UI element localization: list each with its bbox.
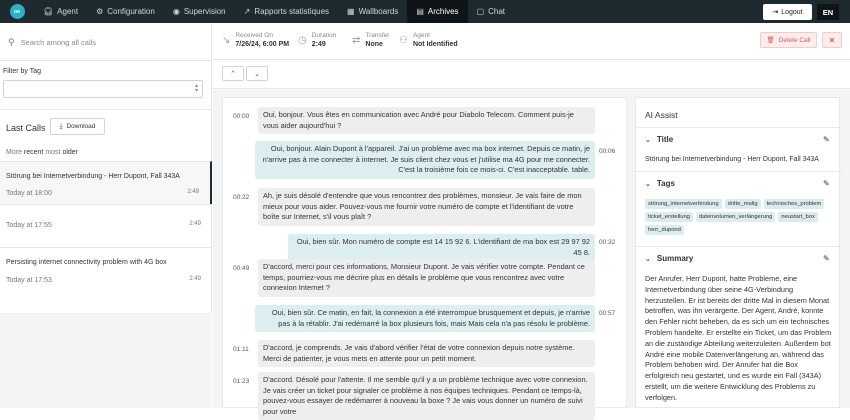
sidebar-empty-area — [0, 313, 212, 408]
trash-icon: 🗑︎ — [766, 37, 775, 44]
chevron-up-icon: ⌃ — [230, 70, 236, 78]
agent-message: Oui, bonjour. Vous êtes en communication avec André pour Diabolo Telecom. Comment puis-je vous aider aujourd'hui ? — [258, 107, 595, 134]
duration — [298, 32, 336, 50]
nav-chat[interactable] — [468, 0, 514, 23]
edit-icon[interactable]: ✎ — [823, 254, 830, 263]
tag-chip: ticket_erstellung — [645, 212, 693, 222]
next-button[interactable] — [246, 66, 268, 81]
eye-icon: ◉ — [172, 7, 180, 16]
nav-rapports[interactable] — [235, 0, 338, 23]
caller-message: Oui, bien sûr. Ce matin, en fait, la connexion a été interrompue brusquement et depuis, je n'arrive pas à la rétablir. J'ai redémarré la box plusieurs fois, mais Mais cela n'a pas résolu le problème. — [255, 305, 595, 332]
message-timestamp: 00:49 — [233, 265, 250, 272]
section-tags-toggle[interactable] — [645, 179, 675, 188]
divider — [0, 109, 212, 110]
logout-label: Logout — [781, 8, 803, 16]
chevron-down-icon: ⌄ — [645, 136, 651, 144]
nav-label: Chat — [488, 7, 506, 16]
nav-label: Wallboards — [358, 7, 399, 16]
meta-value: 7/26/24, 6:00 PM — [235, 41, 290, 48]
chevron-down-icon: ⌄ — [254, 70, 260, 78]
sort-most[interactable]: most — [45, 149, 61, 156]
calls-sidebar — [0, 23, 212, 408]
divider — [636, 246, 841, 247]
nav-label: Configuration — [107, 7, 155, 16]
meta-value: 2:49 — [311, 41, 326, 48]
download-button[interactable] — [50, 118, 105, 135]
nav-wallboards[interactable] — [338, 0, 407, 23]
meta-label: Agent — [412, 32, 430, 39]
nav-supervision[interactable] — [164, 0, 235, 23]
message-timestamp: 00:00 — [233, 113, 250, 120]
previous-button[interactable] — [222, 66, 244, 81]
received-on — [222, 32, 289, 50]
chat-icon: ▢ — [476, 7, 485, 16]
tag-chip: störung_internetverbindung — [645, 199, 722, 209]
call-list-item[interactable] — [0, 161, 212, 204]
call-time: Today at 17:53 — [6, 277, 52, 284]
search-icon: ⚲ — [8, 36, 15, 47]
message-timestamp: 00:32 — [599, 239, 616, 246]
inbound-call-icon: ↘ — [222, 35, 231, 46]
caller-message: Oui, bien sûr. Mon numéro de compte est 14 15 92 6. L'identifiant de ma box est 29 97 92 45 8. — [288, 234, 595, 261]
download-label: Download — [66, 123, 96, 130]
clock-icon: ◷ — [298, 35, 307, 46]
section-summary-toggle[interactable] — [645, 254, 693, 263]
transcript-nav — [213, 61, 850, 89]
chevron-down-icon: ⌄ — [645, 255, 651, 263]
call-duration: 2:49 — [189, 276, 201, 282]
search-input[interactable] — [0, 31, 212, 53]
chevron-updown-icon: ▴ ▾ — [194, 83, 198, 94]
delete-label: Delete Call — [778, 36, 811, 44]
logo[interactable] — [0, 0, 34, 23]
nav-archives[interactable] — [407, 0, 467, 23]
section-heading: Title — [656, 135, 674, 144]
close-icon: ✕ — [828, 35, 836, 45]
divider — [636, 171, 841, 172]
delete-call-button[interactable] — [760, 32, 817, 48]
search-placeholder: Search among all calls — [20, 37, 97, 47]
call-list — [0, 161, 212, 299]
transfer-icon: ⇄ — [352, 35, 361, 46]
tag-chip: dritte_malig — [725, 199, 761, 209]
language-selector[interactable]: EN — [817, 4, 839, 20]
gear-icon: ⚙ — [96, 7, 104, 16]
meta-value: Not Identified — [412, 41, 458, 48]
agent-icon: ⚇ — [399, 35, 408, 46]
agent-message: D'accord, merci pour ces informations, Monsieur Dupont. Je vais vérifier votre compte. Pendant ce temps, pourriez-vous me décrire plus en détails le problème que vous rencontrez avec votre connexion Internet ? — [258, 259, 595, 297]
nav-agent[interactable] — [34, 0, 87, 23]
meta-label: Received On — [235, 32, 273, 39]
main-nav — [34, 0, 514, 23]
tag-filter-select[interactable] — [3, 80, 203, 98]
transcript-panel — [222, 97, 627, 416]
call-duration: 2:49 — [187, 189, 199, 195]
message-timestamp: 00:06 — [599, 148, 616, 155]
divider — [636, 127, 841, 128]
chevron-down-icon: ⌄ — [645, 180, 651, 188]
transfer — [352, 32, 389, 50]
message-timestamp: 01:23 — [233, 378, 250, 385]
edit-icon[interactable]: ✎ — [823, 179, 830, 188]
logo-mark: oo — [10, 4, 25, 19]
call-time: Today at 17:55 — [6, 222, 52, 229]
close-button[interactable] — [822, 32, 842, 48]
sort-older[interactable]: older — [62, 149, 79, 156]
chart-icon: ↗ — [243, 7, 251, 16]
caller-message: Oui, bonjour. Alain Dupont à l'appareil. J'ai un problème avec ma box internet. Depuis ce matin, je n'arrive pas à me connecter à internet. Je suis client chez vous et j'utilise ma 4G pour me connecter. C'est la troisième fois ce mois-ci. C'est inacceptable. table. — [255, 141, 595, 179]
archive-icon: ▤ — [416, 7, 424, 16]
section-heading: Summary — [656, 254, 694, 263]
summary-text: Der Anrufer, Herr Dupont, hatte Probleme, eine Internetverbindung über seine 4G-Verbindung herzustellen. Er ist bereits der dritte Mal in diesem Monat betroffen, was ihn verärgerte. Der Agent, André, konnte den Fehler nicht beheben, da es sich um ein technisches Problem handelte. Er erstellte ein Ticket, um das Problem an die zuständige Abteilung weiterzuleiten. Außerdem bot André eine mobile Datenverlängerung an, während das Problem behoben wird. Der Anrufer hat die Box erfolgreich neu gestartet, und es wurde ein Fall (343A) erstellt, um die weitere Entwicklung des Problems zu verfolgen. — [645, 274, 832, 402]
nav-configuration[interactable] — [87, 0, 164, 23]
section-title-toggle[interactable] — [645, 135, 673, 144]
message-timestamp: 00:22 — [233, 194, 250, 201]
call-duration: 2:49 — [189, 221, 201, 227]
sort-recent[interactable]: recent — [23, 149, 44, 156]
tag-chip: herr_dupond — [645, 225, 684, 235]
call-list-item[interactable] — [0, 204, 212, 247]
tag-list — [645, 199, 835, 235]
download-icon: ⤓ — [59, 122, 63, 130]
call-title: Persisting internet connectivity problem with 4G box — [6, 259, 167, 266]
meta-label: Duration — [311, 32, 337, 39]
logout-icon: ⇥ — [772, 9, 779, 16]
call-time: Today at 18:00 — [6, 190, 52, 197]
edit-icon[interactable]: ✎ — [823, 135, 830, 144]
sort-more: More — [6, 149, 22, 156]
tag-chip: datenvolumen_verlängerung — [696, 212, 775, 222]
ai-assist-title: AI Assist — [645, 110, 678, 120]
nav-label: Archives — [427, 7, 459, 16]
ai-assist-panel — [635, 97, 840, 408]
ai-title-value: Störung bei Internetverbindung - Herr Dupont, Fall 343A — [645, 156, 819, 163]
tag-chip: technisches_problem — [764, 199, 825, 209]
nav-label: Rapports statistiques — [254, 7, 330, 16]
filter-label: Filter by Tag — [3, 68, 41, 75]
message-timestamp: 00:57 — [599, 310, 616, 317]
agent-message: Ah, je suis désolé d'entendre que vous rencontrez des problèmes, monsieur. Je vais faire de mon mieux pour vous aider. Pouvez-vous me fournir votre numéro de compte et l'identifiant de votre boîte sur Internet, s'il vous plaît ? — [258, 188, 595, 226]
agent — [399, 32, 458, 50]
logout-button[interactable] — [763, 4, 812, 20]
call-header — [213, 23, 850, 60]
call-list-item[interactable] — [0, 247, 212, 299]
nav-label: Agent — [57, 7, 79, 16]
headset-icon: 🎧︎ — [43, 7, 54, 16]
divider — [0, 60, 212, 61]
tag-chip: neustart_box — [778, 212, 818, 222]
agent-message: D'accord, je comprends. Je vais d'abord vérifier l'état de votre connexion depuis notre système. Merci de patienter, je vous mets en attente pour un petit moment. — [258, 340, 595, 367]
message-timestamp: 01:11 — [233, 346, 249, 353]
top-navbar — [0, 0, 850, 23]
call-title: Störung bei Internetverbindung - Herr Dupont, Fall 343A — [6, 173, 180, 180]
meta-label: Transfer — [365, 32, 390, 39]
agent-message: D'accord. Désolé pour l'attente. Il me semble qu'il y a un problème technique avec votre connexion. Je vais créer un ticket pour signaler ce problème à nos équipes techniques. Pendant ce temps-là, pouvez-vous essayer de redémarrer à nouveau la boxe ? Je vais vous donner un numéro de suivi pour votre — [258, 372, 595, 420]
grid-icon: ▦ — [347, 7, 355, 16]
last-calls-heading: Last Calls — [6, 123, 46, 133]
nav-label: Supervision — [183, 7, 226, 16]
section-heading: Tags — [656, 179, 675, 188]
meta-value: None — [365, 41, 383, 48]
sort-options — [6, 149, 78, 156]
